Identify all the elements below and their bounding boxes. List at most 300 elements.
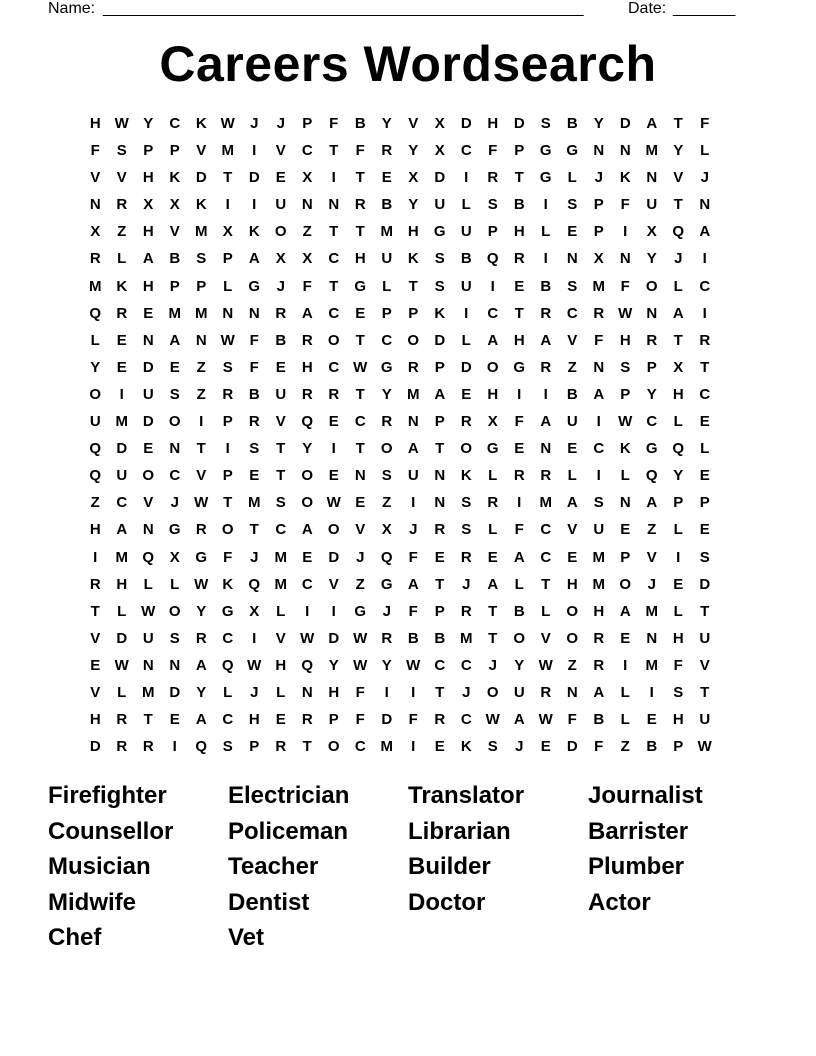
grid-letter: T <box>329 277 339 295</box>
grid-letter: R <box>460 602 472 620</box>
grid-letter: M <box>195 304 208 322</box>
grid-letter: P <box>620 385 631 403</box>
grid-letter: Z <box>567 358 577 376</box>
grid-letter: Q <box>672 440 685 458</box>
grid-letter: A <box>487 575 499 593</box>
grid-letter: A <box>169 331 181 349</box>
grid-letter: E <box>434 738 445 756</box>
grid-letter: W <box>326 494 341 512</box>
grid-letter: D <box>460 115 472 132</box>
date-label: Date: <box>628 0 667 17</box>
grid-letter: T <box>90 602 100 620</box>
grid-letter: H <box>89 115 101 132</box>
grid-letter: S <box>381 467 392 485</box>
grid-letter: C <box>460 656 472 674</box>
grid-letter: K <box>222 575 234 593</box>
grid-letter: W <box>194 575 209 593</box>
grid-letter: I <box>596 467 601 485</box>
grid-letter: Z <box>117 223 127 241</box>
grid-letter: I <box>649 683 654 701</box>
grid-letter: R <box>487 169 499 187</box>
grid-letter: Y <box>196 602 207 620</box>
grid-letter: M <box>115 413 128 431</box>
grid-letter: H <box>487 115 499 132</box>
grid-letter: Y <box>302 440 313 458</box>
grid-letter: F <box>249 331 259 349</box>
grid-letter: A <box>646 115 658 132</box>
grid-letter: Q <box>142 548 155 566</box>
grid-letter: Y <box>381 656 392 674</box>
grid-letter: T <box>302 738 312 756</box>
grid-letter: H <box>672 711 684 729</box>
grid-letter: G <box>539 142 552 160</box>
grid-letter: F <box>355 711 365 729</box>
grid-letter: G <box>221 602 234 620</box>
grid-letter: Q <box>195 738 208 756</box>
grid-letter: I <box>623 656 628 674</box>
grid-letter: N <box>142 331 154 349</box>
grid-letter: X <box>249 602 260 620</box>
grid-letter: E <box>620 521 631 539</box>
grid-letter: E <box>567 548 578 566</box>
grid-letter: R <box>195 521 207 539</box>
grid-letter: N <box>646 629 658 647</box>
grid-letter: I <box>464 304 469 322</box>
grid-letter: V <box>169 223 180 241</box>
grid-letter: I <box>517 385 522 403</box>
grid-letter: O <box>407 331 420 349</box>
grid-letter: D <box>142 413 154 431</box>
grid-letter: E <box>169 358 180 376</box>
grid-letter: F <box>514 413 524 431</box>
grid-letter: P <box>514 142 525 160</box>
grid-letter: E <box>514 277 525 295</box>
grid-letter: H <box>301 358 313 376</box>
grid-letter: J <box>382 602 391 620</box>
grid-letter: T <box>673 115 683 132</box>
grid-letter: A <box>195 711 207 729</box>
grid-letter: I <box>702 250 707 268</box>
grid-letter: J <box>250 115 259 132</box>
grid-letter: F <box>408 711 418 729</box>
grid-letter: D <box>434 169 446 187</box>
grid-letter: F <box>620 277 630 295</box>
word-list-item: Electrician <box>228 782 350 809</box>
grid-letter: T <box>249 521 259 539</box>
grid-letter: V <box>328 575 339 593</box>
grid-letter: T <box>355 169 365 187</box>
grid-letter: Q <box>248 575 261 593</box>
grid-letter: O <box>89 385 102 403</box>
grid-letter: A <box>116 521 128 539</box>
grid-letter: J <box>276 115 285 132</box>
grid-letter: L <box>541 223 551 241</box>
grid-letter: P <box>222 467 233 485</box>
grid-letter: F <box>302 277 312 295</box>
grid-letter: N <box>619 142 631 160</box>
grid-letter: T <box>223 169 233 187</box>
grid-letter: C <box>169 115 181 132</box>
grid-letter: E <box>169 711 180 729</box>
grid-letter: G <box>486 440 499 458</box>
grid-letter: E <box>620 629 631 647</box>
grid-letter: M <box>592 548 605 566</box>
grid-letter: W <box>538 656 553 674</box>
grid-letter: A <box>513 548 525 566</box>
grid-letter: C <box>460 142 472 160</box>
grid-letter: E <box>275 711 286 729</box>
word-list-item: Midwife <box>48 888 136 916</box>
grid-letter: Q <box>89 304 102 322</box>
grid-letter: H <box>487 385 499 403</box>
word-list-item: Teacher <box>228 853 319 881</box>
grid-letter: E <box>302 548 313 566</box>
grid-letter: B <box>169 250 181 268</box>
grid-letter: N <box>593 358 605 376</box>
grid-letter: J <box>674 250 683 268</box>
grid-letter: Z <box>355 575 365 593</box>
word-list-item: Actor <box>588 888 651 916</box>
grid-letter: O <box>645 277 658 295</box>
grid-letter: A <box>407 440 419 458</box>
grid-letter: J <box>488 656 497 674</box>
grid-letter: J <box>462 575 471 593</box>
grid-letter: T <box>329 142 339 160</box>
grid-letter: T <box>435 440 445 458</box>
grid-letter: L <box>673 521 683 539</box>
word-list-item: Policeman <box>228 817 349 845</box>
grid-letter: X <box>673 358 684 376</box>
grid-letter: E <box>699 521 710 539</box>
grid-letter: C <box>540 548 552 566</box>
grid-letter: D <box>566 738 578 756</box>
grid-letter: R <box>540 304 552 322</box>
grid-letter: C <box>487 304 499 322</box>
grid-letter: N <box>566 250 578 268</box>
grid-letter: W <box>406 656 421 674</box>
grid-letter: A <box>593 683 605 701</box>
grid-letter: W <box>538 711 553 729</box>
grid-letter: F <box>408 602 418 620</box>
grid-letter: P <box>434 413 445 431</box>
grid-letter: L <box>143 575 153 593</box>
grid-letter: O <box>619 575 632 593</box>
grid-letter: E <box>143 440 154 458</box>
grid-letter: L <box>170 575 180 593</box>
grid-letter: L <box>700 440 710 458</box>
grid-letter: T <box>514 304 524 322</box>
grid-letter: D <box>699 575 711 593</box>
grid-letter: S <box>567 196 578 214</box>
grid-letter: L <box>488 467 498 485</box>
grid-letter: B <box>566 115 578 132</box>
grid-letter: H <box>619 331 631 349</box>
grid-letter: M <box>645 602 658 620</box>
grid-letter: L <box>276 602 286 620</box>
grid-letter: F <box>90 142 100 160</box>
grid-letter: O <box>566 602 579 620</box>
grid-letter: O <box>566 629 579 647</box>
grid-letter: Q <box>89 440 102 458</box>
grid-letter: W <box>697 738 712 756</box>
grid-letter: G <box>566 142 579 160</box>
grid-letter: I <box>225 196 230 214</box>
grid-letter: N <box>248 304 260 322</box>
grid-letter: U <box>275 196 287 214</box>
grid-letter: V <box>540 629 551 647</box>
grid-letter: J <box>594 169 603 187</box>
grid-letter: N <box>434 467 446 485</box>
grid-letter: X <box>143 196 154 214</box>
grid-letter: L <box>541 602 551 620</box>
grid-letter: A <box>566 494 578 512</box>
grid-letter: M <box>380 738 393 756</box>
grid-letter: O <box>221 521 234 539</box>
grid-letter: R <box>434 711 446 729</box>
grid-letter: N <box>301 683 313 701</box>
grid-letter: K <box>434 304 446 322</box>
grid-letter: N <box>434 494 446 512</box>
grid-letter: N <box>142 521 154 539</box>
grid-letter: Z <box>567 656 577 674</box>
grid-letter: N <box>195 331 207 349</box>
grid-letter: D <box>195 169 207 187</box>
grid-letter: S <box>540 115 551 132</box>
grid-letter: F <box>355 142 365 160</box>
grid-letter: P <box>699 494 710 512</box>
word-list-item: Vet <box>228 924 265 952</box>
grid-letter: V <box>567 521 578 539</box>
grid-letter: G <box>513 358 526 376</box>
grid-letter: C <box>381 331 393 349</box>
grid-letter: W <box>353 656 368 674</box>
grid-letter: F <box>594 738 604 756</box>
grid-letter: M <box>248 494 261 512</box>
grid-letter: E <box>275 358 286 376</box>
grid-letter: S <box>461 494 472 512</box>
grid-letter: R <box>593 304 605 322</box>
grid-letter: R <box>593 656 605 674</box>
grid-letter: X <box>222 223 233 241</box>
grid-letter: R <box>513 467 525 485</box>
grid-letter: V <box>275 142 286 160</box>
grid-letter: U <box>275 385 287 403</box>
grid-letter: Z <box>196 358 206 376</box>
grid-letter: I <box>331 602 336 620</box>
word-list-item: Firefighter <box>48 782 167 809</box>
grid-letter: Q <box>486 250 499 268</box>
grid-letter: R <box>434 521 446 539</box>
grid-letter: M <box>115 548 128 566</box>
grid-letter: N <box>540 440 552 458</box>
grid-letter: P <box>673 494 684 512</box>
grid-letter: E <box>116 331 127 349</box>
word-list <box>48 778 768 956</box>
grid-letter: B <box>646 738 658 756</box>
grid-letter: E <box>275 169 286 187</box>
grid-letter: W <box>353 629 368 647</box>
grid-letter: E <box>328 413 339 431</box>
grid-letter: S <box>222 358 233 376</box>
date-field: _______ <box>673 0 736 17</box>
grid-letter: B <box>381 196 393 214</box>
grid-letter: R <box>513 250 525 268</box>
grid-letter: D <box>116 440 128 458</box>
grid-letter: E <box>567 440 578 458</box>
grid-letter: L <box>117 250 127 268</box>
grid-letter: X <box>593 250 604 268</box>
grid-letter: F <box>620 196 630 214</box>
word-list-item: Librarian <box>408 817 511 845</box>
grid-letter: J <box>250 548 259 566</box>
grid-letter: U <box>593 521 605 539</box>
word-list-item: Musician <box>48 853 151 881</box>
grid-letter: U <box>434 196 446 214</box>
grid-letter: Y <box>143 115 154 132</box>
grid-letter: F <box>594 331 604 349</box>
grid-letter: I <box>411 683 416 701</box>
header-fields <box>48 0 748 20</box>
grid-letter: O <box>327 521 340 539</box>
grid-letter: E <box>699 467 710 485</box>
grid-letter: S <box>249 440 260 458</box>
grid-letter: U <box>699 711 711 729</box>
grid-letter: R <box>195 629 207 647</box>
grid-letter: A <box>699 223 711 241</box>
grid-letter: T <box>329 223 339 241</box>
grid-letter: A <box>487 331 499 349</box>
grid-letter: T <box>541 575 551 593</box>
grid-letter: T <box>673 196 683 214</box>
name-field: ______________________________________________________ <box>103 0 584 17</box>
grid-letter: U <box>407 467 419 485</box>
grid-letter: V <box>699 656 710 674</box>
grid-letter: M <box>645 656 658 674</box>
grid-letter: I <box>252 629 257 647</box>
grid-letter: L <box>223 277 233 295</box>
grid-letter: T <box>355 385 365 403</box>
grid-letter: O <box>513 629 526 647</box>
grid-letter: V <box>90 683 101 701</box>
grid-letter: J <box>700 169 709 187</box>
grid-letter: J <box>647 575 656 593</box>
grid-letter: W <box>194 494 209 512</box>
grid-letter: O <box>460 440 473 458</box>
grid-letter: U <box>699 629 711 647</box>
grid-letter: E <box>355 304 366 322</box>
grid-letter: C <box>593 440 605 458</box>
grid-letter: H <box>142 169 154 187</box>
grid-letter: T <box>673 331 683 349</box>
grid-letter: H <box>407 223 419 241</box>
grid-letter: Y <box>593 115 604 132</box>
grid-letter: S <box>487 196 498 214</box>
grid-letter: N <box>407 413 419 431</box>
grid-letter: W <box>220 115 235 132</box>
grid-letter: Q <box>221 656 234 674</box>
grid-letter: T <box>276 467 286 485</box>
grid-letter: U <box>646 196 658 214</box>
grid-letter: D <box>381 711 393 729</box>
grid-letter: D <box>89 738 101 756</box>
grid-letter: D <box>328 629 340 647</box>
grid-letter: H <box>116 575 128 593</box>
grid-letter: T <box>488 602 498 620</box>
grid-letter: L <box>700 142 710 160</box>
grid-letter: A <box>540 413 552 431</box>
grid-letter: E <box>355 494 366 512</box>
grid-letter: E <box>328 467 339 485</box>
grid-letter: K <box>195 115 207 132</box>
grid-letter: E <box>567 223 578 241</box>
grid-letter: W <box>247 656 262 674</box>
grid-letter: P <box>408 304 419 322</box>
grid-letter: V <box>90 169 101 187</box>
grid-letter: N <box>169 440 181 458</box>
grid-letter: R <box>142 738 154 756</box>
grid-letter: B <box>513 196 525 214</box>
grid-letter: Y <box>408 142 419 160</box>
grid-letter: I <box>199 413 204 431</box>
grid-letter: R <box>116 711 128 729</box>
grid-letter: I <box>411 738 416 756</box>
grid-letter: T <box>435 575 445 593</box>
grid-letter: B <box>275 331 287 349</box>
grid-letter: R <box>116 304 128 322</box>
grid-letter: T <box>143 711 153 729</box>
grid-letter: W <box>300 629 315 647</box>
grid-letter: K <box>619 169 631 187</box>
grid-letter: I <box>543 250 548 268</box>
grid-letter: C <box>222 711 234 729</box>
grid-letter: R <box>381 629 393 647</box>
grid-letter: H <box>593 602 605 620</box>
grid-letter: L <box>461 196 471 214</box>
grid-letter: L <box>620 711 630 729</box>
grid-letter: S <box>169 629 180 647</box>
grid-letter: I <box>543 196 548 214</box>
grid-letter: O <box>486 683 499 701</box>
grid-letter: K <box>195 196 207 214</box>
grid-letter: L <box>488 521 498 539</box>
grid-letter: T <box>700 358 710 376</box>
grid-letter: H <box>672 385 684 403</box>
grid-letter: M <box>274 548 287 566</box>
grid-letter: M <box>645 142 658 160</box>
grid-letter: K <box>407 250 419 268</box>
grid-letter: V <box>143 494 154 512</box>
grid-letter: D <box>434 331 446 349</box>
grid-letter: Q <box>672 223 685 241</box>
grid-letter: R <box>89 250 101 268</box>
grid-letter: E <box>143 304 154 322</box>
grid-letter: R <box>301 331 313 349</box>
grid-letter: K <box>619 440 631 458</box>
grid-letter: O <box>274 223 287 241</box>
grid-letter: R <box>381 413 393 431</box>
grid-letter: T <box>355 440 365 458</box>
grid-letter: M <box>142 683 155 701</box>
grid-letter: N <box>169 656 181 674</box>
grid-letter: H <box>328 683 340 701</box>
grid-letter: I <box>411 494 416 512</box>
grid-letter: R <box>540 467 552 485</box>
grid-letter: B <box>407 629 419 647</box>
grid-letter: Z <box>196 385 206 403</box>
grid-letter: M <box>380 223 393 241</box>
grid-letter: V <box>196 467 207 485</box>
grid-letter: B <box>460 250 472 268</box>
